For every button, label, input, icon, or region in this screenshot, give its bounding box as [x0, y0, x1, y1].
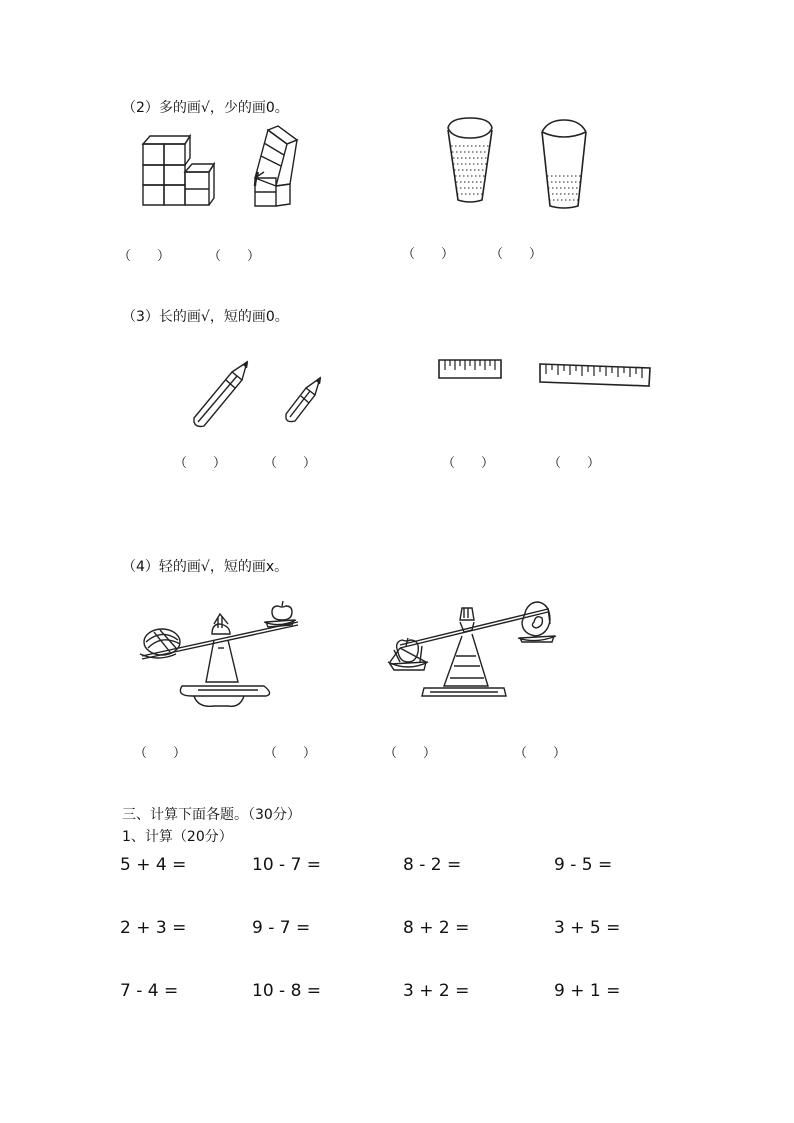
- equation-item: 2 + 3 =: [120, 918, 187, 938]
- equation-item: 3 + 2 =: [403, 981, 470, 1001]
- pencil-short-icon: [282, 376, 326, 424]
- equation-item: 9 - 5 =: [554, 855, 613, 875]
- answer-blank[interactable]: （ ）: [208, 249, 261, 264]
- equation-item: 8 - 2 =: [403, 855, 462, 875]
- ruler-long-icon: [538, 362, 652, 388]
- section-3-title: 三、计算下面各题。（30分）: [122, 807, 301, 823]
- balance-watermelon-apple-icon: [136, 598, 306, 710]
- ruler-short-icon: [437, 358, 503, 382]
- answer-blank[interactable]: （ ）: [442, 456, 495, 471]
- balance-apple-fruit-icon: [380, 600, 570, 710]
- cube-stack-six-icon: [140, 134, 218, 206]
- answer-blank[interactable]: （ ）: [174, 456, 227, 471]
- question-3-heading: （3）长的画√，短的画0。: [122, 309, 289, 325]
- pencil-long-icon: [190, 360, 254, 428]
- question-2-heading: （2）多的画√，少的画0。: [122, 100, 289, 116]
- answer-blank[interactable]: （ ）: [548, 456, 601, 471]
- answer-blank[interactable]: （ ）: [118, 249, 171, 264]
- equation-item: 7 - 4 =: [120, 981, 179, 1001]
- equation-item: 3 + 5 =: [554, 918, 621, 938]
- cube-stack-four-icon: [250, 126, 300, 210]
- answer-blank[interactable]: （ ）: [402, 247, 455, 262]
- equation-item: 5 + 4 =: [120, 855, 187, 875]
- question-4-heading: （4）轻的画√，短的画x。: [122, 559, 289, 575]
- cup-more-water-icon: [442, 116, 498, 204]
- answer-blank[interactable]: （ ）: [264, 746, 317, 761]
- equation-item: 10 - 7 =: [252, 855, 322, 875]
- equation-item: 9 - 7 =: [252, 918, 311, 938]
- section-3-subtitle: 1、计算（20分）: [122, 829, 233, 845]
- equation-item: 10 - 8 =: [252, 981, 322, 1001]
- cup-less-water-icon: [536, 116, 592, 212]
- equation-item: 8 + 2 =: [403, 918, 470, 938]
- answer-blank[interactable]: （ ）: [384, 746, 437, 761]
- answer-blank[interactable]: （ ）: [514, 746, 567, 761]
- answer-blank[interactable]: （ ）: [134, 746, 187, 761]
- answer-blank[interactable]: （ ）: [490, 247, 543, 262]
- equation-item: 9 + 1 =: [554, 981, 621, 1001]
- answer-blank[interactable]: （ ）: [264, 456, 317, 471]
